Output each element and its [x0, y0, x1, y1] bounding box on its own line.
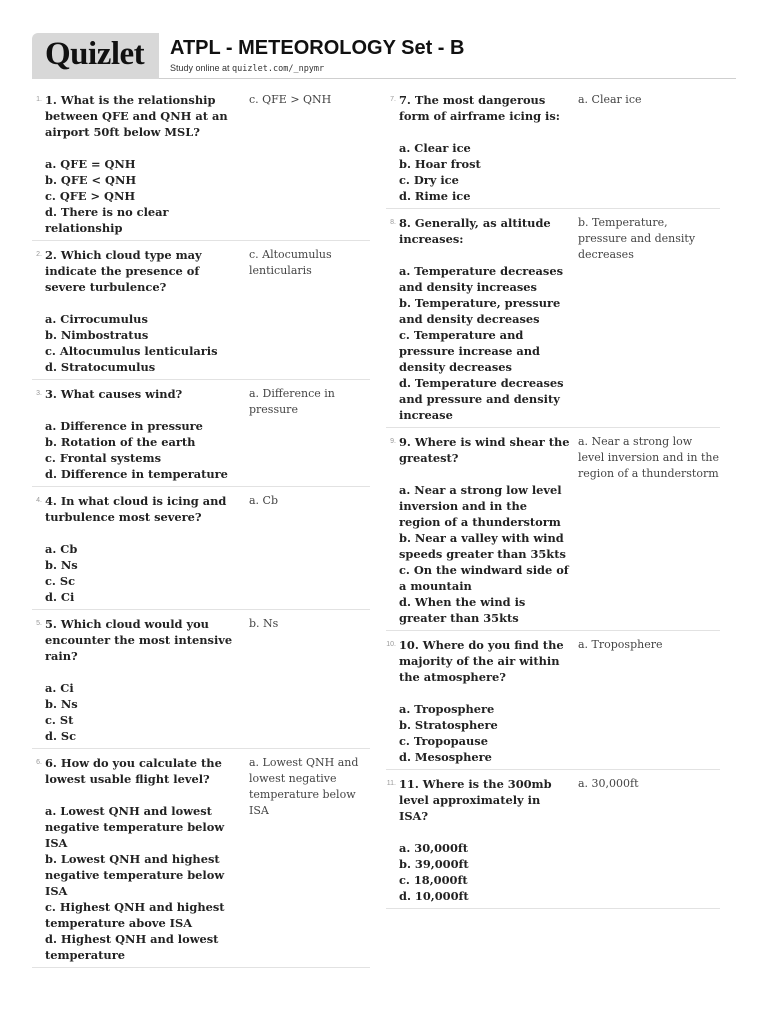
card-term — [399, 92, 571, 204]
option: d. Highest QNH and lowest temperature — [45, 932, 219, 962]
card-term — [45, 386, 235, 482]
card-number: 3. — [36, 390, 42, 397]
page-header — [32, 33, 736, 79]
option: c. On the windward side of a mountain — [399, 563, 569, 593]
answer: a. Lowest QNH and lowest negative temperature below ISA — [249, 756, 359, 817]
card-number: 8. — [390, 219, 396, 226]
study-prefix: Study online at — [170, 63, 233, 73]
quizlet-logo[interactable] — [32, 33, 159, 79]
right-column — [386, 92, 720, 915]
option: a. Ci — [45, 681, 74, 695]
option: c. St — [45, 713, 74, 727]
card-term — [399, 776, 571, 904]
option: d. Rime ice — [399, 189, 471, 203]
answer: a. Difference in pressure — [249, 387, 335, 416]
option: a. Cirrocumulus — [45, 312, 148, 326]
card-number: 4. — [36, 497, 42, 504]
option: a. QFE = QNH — [45, 157, 136, 171]
card-number: 10. — [386, 641, 396, 648]
question: 6. How do you calculate the lowest usable flight level? — [45, 756, 222, 786]
answer: c. Altocumulus lenticularis — [249, 248, 332, 277]
answer: a. Clear ice — [578, 93, 642, 106]
header-divider — [159, 78, 736, 79]
answer: b. Ns — [249, 617, 279, 630]
option: d. Stratocumulus — [45, 360, 156, 374]
option: d. There is no clear relationship — [45, 205, 169, 235]
card-term — [45, 247, 235, 375]
option: a. Near a strong low level inversion and in the region of a thunderstorm — [399, 483, 562, 529]
option: a. Lowest QNH and lowest negative temperature below ISA — [45, 804, 225, 850]
card-number: 2. — [36, 251, 42, 258]
card-number: 11. — [386, 780, 396, 787]
option: b. Near a valley with wind speeds greater than 35kts — [399, 531, 566, 561]
option: d. Ci — [45, 590, 75, 604]
option: b. Ns — [45, 558, 78, 572]
option: c. Sc — [45, 574, 76, 588]
option: b. Lowest QNH and highest negative temperature below ISA — [45, 852, 225, 898]
question: 2. Which cloud type may indicate the presence of severe turbulence? — [45, 248, 202, 294]
card-number: 7. — [390, 96, 396, 103]
option: c. 18,000ft — [399, 873, 468, 887]
question: 5. Which cloud would you encounter the most intensive rain? — [45, 617, 233, 663]
card-number: 9. — [390, 438, 396, 445]
answer: a. Cb — [249, 494, 279, 507]
answer: a. Near a strong low level inversion and in the region of a thunderstorm — [578, 435, 720, 480]
question: 1. What is the relationship between QFE and QNH at an airport 50ft below MSL? — [45, 93, 228, 139]
card-term — [45, 755, 235, 963]
question: 3. What causes wind? — [45, 387, 183, 401]
option: c. Temperature and pressure increase and density decreases — [399, 328, 540, 374]
question: 8. Generally, as altitude increases: — [399, 216, 551, 246]
card-number: 6. — [36, 759, 42, 766]
card-term — [45, 616, 235, 744]
option: a. Clear ice — [399, 141, 471, 155]
option: d. Temperature decreases and pressure and density increase — [399, 376, 564, 422]
answer: a. Troposphere — [578, 638, 663, 651]
option: a. Cb — [45, 542, 78, 556]
option: a. 30,000ft — [399, 841, 469, 855]
option: b. Rotation of the earth — [45, 435, 196, 449]
option: c. Frontal systems — [45, 451, 161, 465]
card-9 — [386, 434, 720, 631]
option: b. Stratosphere — [399, 718, 498, 732]
option: c. Highest QNH and highest temperature above ISA — [45, 900, 225, 930]
card-term — [399, 637, 571, 765]
card-11 — [386, 776, 720, 909]
card-5 — [32, 616, 370, 749]
option: b. 39,000ft — [399, 857, 469, 871]
card-2 — [32, 247, 370, 380]
answer: b. Temperature, pressure and density decreases — [578, 216, 696, 261]
question: 11. Where is the 300mb level approximately in ISA? — [399, 777, 552, 823]
left-column — [32, 92, 370, 974]
option: c. Altocumulus lenticularis — [45, 344, 218, 358]
card-term — [45, 493, 235, 605]
card-number: 1. — [36, 96, 42, 103]
option: b. Ns — [45, 697, 78, 711]
option: b. Nimbostratus — [45, 328, 149, 342]
option: b. QFE < QNH — [45, 173, 137, 187]
answer: c. QFE > QNH — [249, 93, 332, 106]
question: 10. Where do you find the majority of the air within the atmosphere? — [399, 638, 564, 684]
card-7 — [386, 92, 720, 209]
option: d. Mesosphere — [399, 750, 492, 764]
answer: a. 30,000ft — [578, 777, 639, 790]
card-6 — [32, 755, 370, 968]
study-url-link[interactable]: quizlet.com/_npymr — [232, 64, 325, 74]
question: 9. Where is wind shear the greatest? — [399, 435, 570, 465]
option: d. When the wind is greater than 35kts — [399, 595, 526, 625]
option: c. Tropopause — [399, 734, 488, 748]
option: c. QFE > QNH — [45, 189, 136, 203]
card-10 — [386, 637, 720, 770]
logo-text: Quizlet — [45, 36, 145, 72]
card-number: 5. — [36, 620, 42, 627]
card-term — [45, 92, 235, 236]
option: a. Troposphere — [399, 702, 495, 716]
question: 4. In what cloud is icing and turbulence most severe? — [45, 494, 227, 524]
question: 7. The most dangerous form of airframe icing is: — [399, 93, 560, 123]
card-term — [399, 215, 571, 423]
option: b. Temperature, pressure and density decreases — [399, 296, 561, 326]
option: a. Difference in pressure — [45, 419, 203, 433]
option: b. Hoar frost — [399, 157, 481, 171]
card-3 — [32, 386, 370, 487]
option: d. Difference in temperature — [45, 467, 228, 481]
card-term — [399, 434, 571, 626]
option: d. Sc — [45, 729, 77, 743]
card-1 — [32, 92, 370, 241]
option: d. 10,000ft — [399, 889, 469, 903]
option: a. Temperature decreases and density increases — [399, 264, 563, 294]
option: c. Dry ice — [399, 173, 459, 187]
card-8 — [386, 215, 720, 428]
page-title: ATPL - METEOROLOGY Set - B — [170, 37, 465, 59]
card-4 — [32, 493, 370, 610]
study-online-line — [170, 63, 324, 74]
